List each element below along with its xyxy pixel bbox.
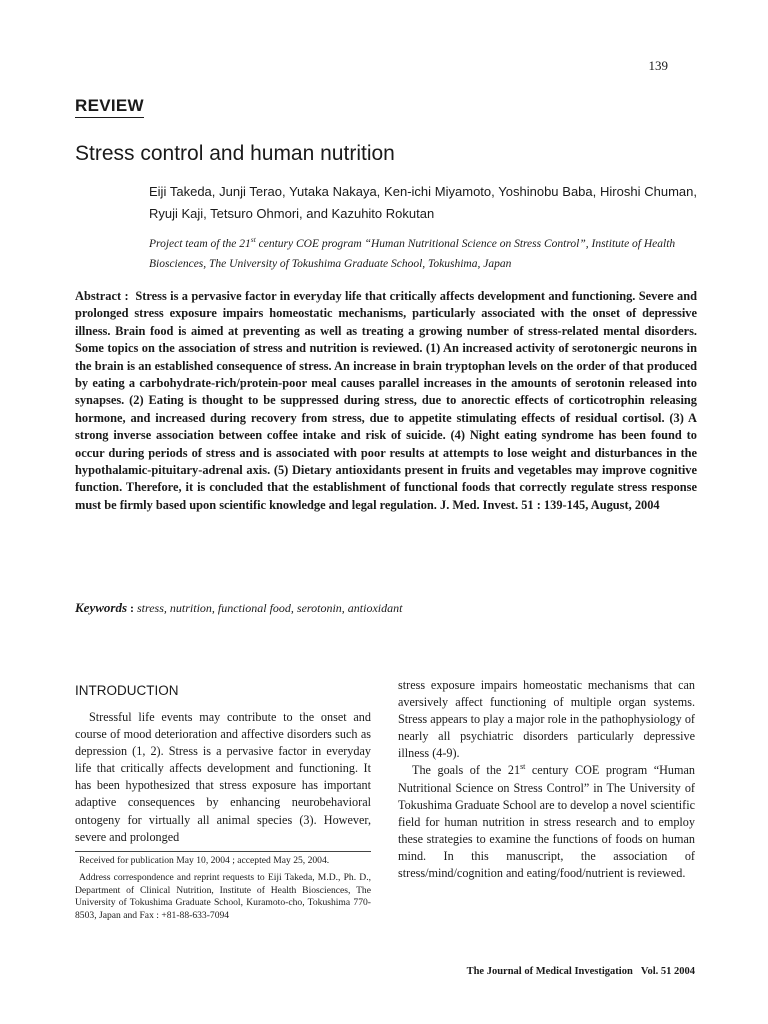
abstract-label: Abstract : — [75, 289, 129, 303]
intro-paragraph-1: Stressful life events may contribute to the onset and course of mood deterioration and affective disorders such as depression (1, 2). Stress is a pervasive factor in everyday life that critically affects development and functioning. It has been hypothesized that stress exposure has important adaptive consequences by enhancing neurobehavioral ontogeny for virtually all animal species (3). However, severe and prolonged — [75, 710, 371, 844]
affiliation — [149, 234, 697, 274]
keywords-list: stress, nutrition, functional food, serotonin, antioxidant — [137, 601, 403, 615]
affiliation-text-start: Project team of the 21 — [149, 238, 251, 250]
keywords-label: Keywords — [75, 600, 127, 615]
introduction-heading: INTRODUCTION — [75, 683, 179, 698]
keywords — [75, 600, 402, 616]
keywords-separator: : — [127, 601, 134, 615]
section-label: REVIEW — [75, 96, 144, 118]
journal-name: The Journal of Medical Investigation — [466, 966, 633, 977]
para2-superscript: st — [520, 762, 526, 772]
page-number: 139 — [648, 58, 668, 73]
intro-paragraph-2 — [398, 762, 695, 882]
abstract-text: Stress is a pervasive factor in everyday life that critically affects development and functioning. Severe and prolonged stress exposure impairs homeostatic mechanisms, particularly associated with the onset of depressive illness. Brain food is aimed at preventing as well as treating a growing number of stress-related mental disorders. Some topics on the association of stress and nutrition is reviewed. (1) An increased activity of serotonergic neurons in the brain is an established consequence of stress. An increase in brain tryptophan levels on the order of that produced by eating a carbohydrate-rich/protein-poor meal causes parallel increases in the amounts of serotonin released into synapses. (2) Eating is thought to be suppressed during stress, due to anorectic effects of corticotrophin releasing hormone, and increased during recovery from stress, due to appetite stimulating effects of residual cortisol. (3) A strong inverse association between coffee intake and risk of suicide. (4) Night eating syndrome has been found to occur during periods of stress and is associated with poor results at attempts to lose weight and disturbances in the hypothalamic-pituitary-adrenal axis. (5) Dietary antioxidants present in fruits and vegetables may improve cognitive function. Therefore, it is concluded that the establishment of functional foods that correctly regulate stress response must be firmly based upon scientific knowledge and legal regulation. — [75, 289, 697, 512]
para2-text-start: The goals of the 21 — [412, 763, 521, 778]
left-column — [75, 709, 371, 846]
abstract-citation: J. Med. Invest. 51 : 139-145, August, 2004 — [440, 497, 660, 512]
journal-footer — [467, 966, 695, 977]
intro-paragraph-1-continued: stress exposure impairs homeostatic mechanisms that can aversively affect functioning of multiple organ systems. Stress appears to play a major role in the pathophysiology of nearly all psychiatric disorders particularly depressive illness (4-9). — [398, 678, 695, 761]
footnote-divider — [75, 851, 371, 852]
para2-text-end: century COE program “Human Nutritional Science on Stress Control” in The University of Tokushima Graduate School are to develop a novel scientific field for human nutrition in stress research and to employ these strategies to examine the functions of foods on human mind. In this manuscript, the association of stress/mind/cognition and eating/food/nutrient is reviewed. — [398, 763, 696, 881]
affiliation-superscript: st — [250, 235, 256, 245]
affiliation-text-end: century COE program “Human Nutritional Science on Stress Control”, Institute of Health Biosciences, The University of Tokushima Graduate School, Tokushima, Japan — [149, 238, 676, 270]
footnotes — [75, 855, 371, 927]
correspondence-footnote: Address correspondence and reprint requests to Eiji Takeda, M.D., Ph. D., Department of Clinical Nutrition, Institute of Health Biosciences, The University of Tokushima Graduate School, Kuramoto-cho, Tokushima 770-8503, Japan and Fax : +81-88-633-7094 — [75, 871, 371, 922]
right-column — [398, 677, 695, 882]
abstract — [75, 288, 697, 514]
author-list: Eiji Takeda, Junji Terao, Yutaka Nakaya, Ken-ichi Miyamoto, Yoshinobu Baba, Hiroshi Chuman, Ryuji Kaji, Tetsuro Ohmori, and Kazuhito Rokutan — [149, 184, 697, 221]
received-footnote: Received for publication May 10, 2004 ; accepted May 25, 2004. — [79, 855, 330, 866]
article-title: Stress control and human nutrition — [75, 142, 395, 165]
journal-volume: Vol. 51 2004 — [640, 966, 695, 977]
